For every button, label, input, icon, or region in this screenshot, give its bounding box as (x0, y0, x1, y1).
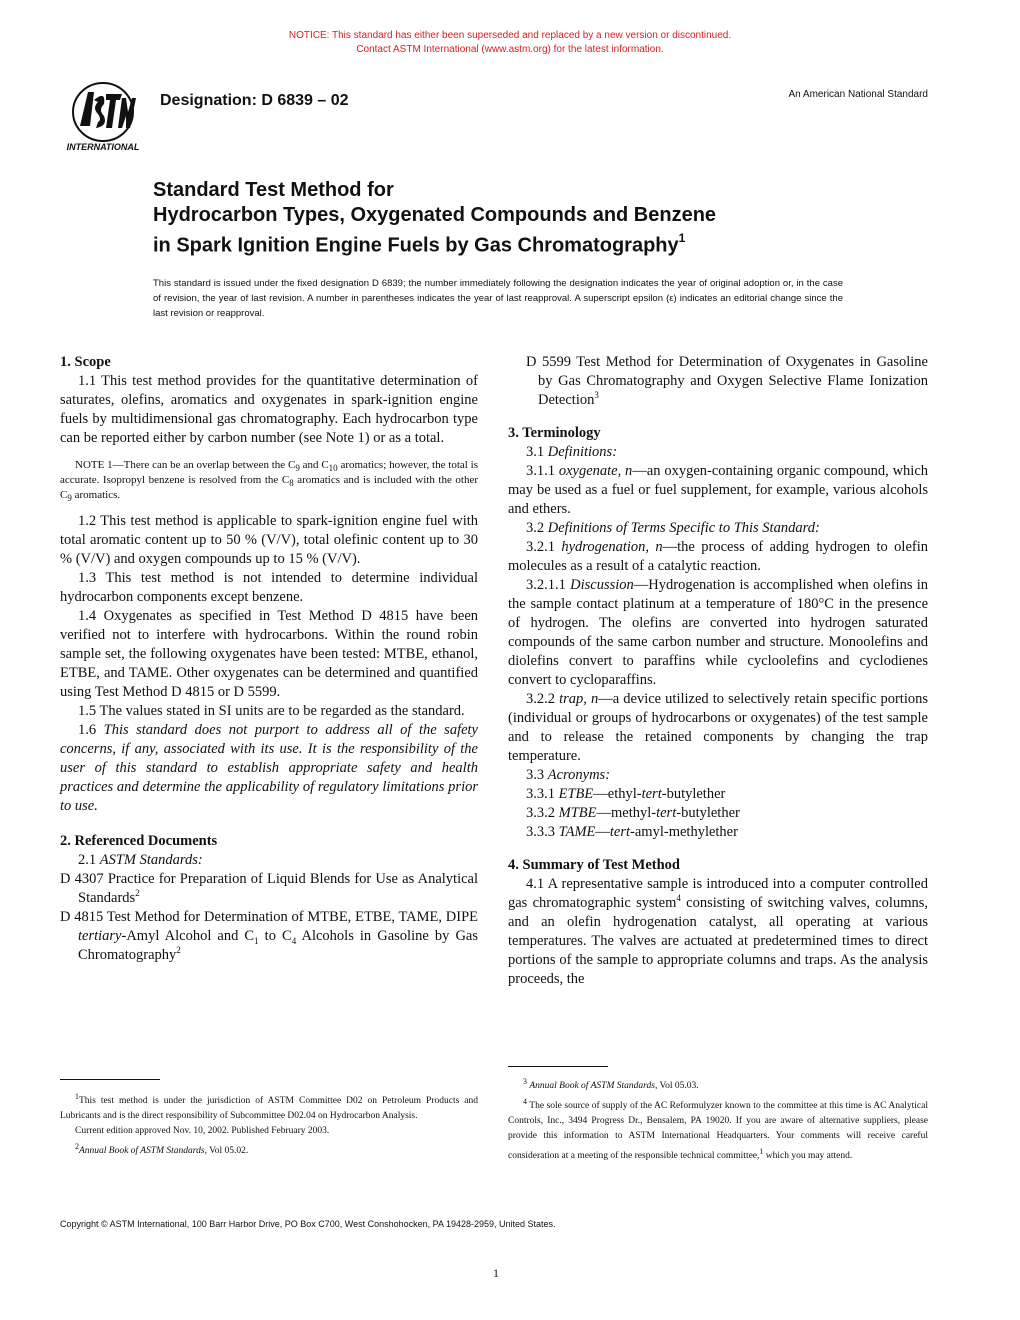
para-3-3 (508, 766, 928, 785)
para-3-3-2-term: MTBE (558, 805, 597, 821)
footnote-ref: 2 (176, 945, 181, 956)
para-3-2-2-text: —a device utilized to selectively retain specific portions (individual or groups of hydrocarbons or oxygenates) of the test sample and to release the retained components by changing the trap temperature. (508, 691, 929, 764)
left-column (60, 353, 478, 965)
para-2-1-number: 2.1 (78, 852, 100, 868)
page-number: 1 (493, 1266, 499, 1280)
para-3-2-1 (508, 538, 928, 576)
para-3-2-2-number: 3.2.2 (526, 691, 560, 707)
section-4-heading: 4. Summary of Test Method (508, 857, 680, 873)
footnote-4-text: which you may attend. (763, 1151, 853, 1162)
ref-d4815 (60, 908, 478, 965)
note-1-text-d: aromatics and is included with the other C (60, 474, 478, 501)
para-3-3-1-number: 3.3.1 (526, 786, 559, 802)
footnote-1-mark: 1 (75, 1092, 79, 1101)
para-4-1-text: 4.1 A representative sample is introduced into a computer controlled gas chromatographic system (508, 876, 928, 911)
title-line-3 (153, 228, 873, 259)
para-4-1-text: consisting of switching valves, columns, and an olefin hydrogenation catalyst, all operating at various temperatures. The valves are actuated at predetermined times to direct portions of the sample to appropriate columns and traps. As the analysis proceeds, the (508, 895, 929, 987)
section-3-heading: 3. Terminology (508, 425, 601, 441)
footnote-3-mark: 3 (523, 1077, 527, 1086)
footnote-3 (508, 1074, 928, 1094)
para-3-3-1-term: ETBE (558, 786, 594, 802)
footnote-ref: 2 (135, 888, 140, 899)
para-3-2-1-1-number: 3.2.1.1 (526, 577, 571, 593)
para-3-2-2 (508, 690, 928, 766)
american-national-standard: An American National Standard (788, 89, 928, 100)
title-line-2: Hydrocarbon Types, Oxygenated Compounds and Benzene (153, 204, 717, 226)
para-3-2-1-term: hydrogenation, n (561, 539, 663, 555)
right-column (508, 353, 928, 989)
note-1-sub: 8 (289, 478, 294, 489)
para-3-2-text: Definitions of Terms Specific to This Standard: (547, 520, 820, 536)
title-footnote-mark: 1 (678, 231, 686, 245)
note-1-sub: 9 (67, 493, 72, 504)
issuance-statement: This standard is issued under the fixed designation D 6839; the number immediately following the designation indicates the year of original adoption or, in the case of revision, the year of last revision. A number in parentheses indicates the year of last reapproval. A superscript epsilon (ε) indicates an editorial change since the last revision or reapproval. (153, 278, 843, 319)
footnote-ref: 3 (594, 390, 599, 401)
para-3-1-1-text: —an oxygen-containing organic compound, which may be used as a fuel or fuel supplement, for example, various alcohols and ethers. (508, 463, 929, 517)
para-3-3-3 (508, 823, 928, 842)
para-3-3-number: 3.3 (526, 767, 548, 783)
document-title (153, 178, 873, 259)
note-1-text-a: NOTE 1—There can be an overlap between the C (75, 459, 296, 471)
footnote-1-text: This test method is under the jurisdiction of ASTM Committee D02 on Petroleum Products and Lubricants and is the direct responsibility of Subcommittee D02.04 on Hydrocarbon Analysis. (60, 1096, 478, 1122)
para-1-5: 1.5 The values stated in SI units are to be regarded as the standard. (78, 703, 465, 719)
para-3-3-text: Acronyms: (547, 767, 611, 783)
note-1 (60, 458, 478, 503)
para-3-2 (508, 519, 928, 538)
para-1-2: 1.2 This test method is applicable to spark-ignition engine fuel with total aromatic content up to 50 % (V/V), total olefinic content up to 30 % (V/V) and oxygen compounds up to 15 % (V/V). (60, 513, 478, 567)
title-line-3-text: in Spark Ignition Engine Fuels by Gas Chromatography (153, 234, 679, 257)
para-3-3-2-italic: tert (656, 805, 677, 821)
para-3-2-1-1 (508, 576, 928, 690)
note-1-text-b: and C (299, 459, 329, 471)
ref-d5599-text: D 5599 Test Method for Determination of Oxygenates in Gasoline by Gas Chromatography and Oxygen Selective Flame Ionization Detection (526, 354, 928, 408)
para-3-1-1-number: 3.1.1 (526, 463, 559, 479)
para-3-2-number: 3.2 (526, 520, 548, 536)
footnote-2 (60, 1139, 478, 1159)
ref-d5599 (508, 353, 928, 410)
para-3-3-3-term: TAME (558, 824, 596, 840)
para-1-4: 1.4 Oxygenates as specified in Test Method D 4815 have been verified not to interfere with hydrocarbons. Within the round robin sample set, the following oxygenates have been tested: MTBE, ethanol, ETBE, and TAME. Other oxygenates can be determined and quantified using Test Method D 4815 or D 5599. (60, 608, 478, 700)
footnote-ref: 1 (759, 1147, 764, 1157)
footnote-1 (60, 1089, 478, 1124)
ref-d4815-sub: 4 (291, 935, 297, 946)
footnote-4-mark: 4 (523, 1097, 527, 1107)
para-2-1-text: ASTM Standards: (99, 852, 203, 868)
footnote-2-text: , Vol 05.02. (204, 1146, 249, 1157)
ref-d4815-text: Alcohols in Gasoline by Gas Chromatography (78, 928, 478, 963)
note-1-sub: 10 (328, 463, 338, 474)
para-4-1 (508, 875, 928, 989)
left-footnotes (60, 1089, 478, 1159)
footnote-4-text: The sole source of supply of the AC Reformulyzer known to the committee at this time is AC Analytical Controls, Inc., 3494 Progress Dr., Bensalem, PA 19020. If you are aware of alternative suppliers, please provide this information to ASTM International Headquarters. Your comments will receive careful consideration at a meeting of the responsible technical committee, (508, 1101, 928, 1162)
ref-d4815-text: to C (258, 928, 292, 944)
para-2-1 (60, 851, 478, 870)
ref-d4815-italic: tertiary (78, 928, 122, 944)
note-1-text-e: aromatics. (71, 489, 121, 501)
para-3-3-2-number: 3.3.2 (526, 805, 559, 821)
designation: Designation: D 6839 – 02 (160, 92, 349, 109)
para-3-1-number: 3.1 (526, 444, 548, 460)
para-3-3-2-text: —methyl- (596, 805, 657, 821)
ref-d4815-text: -Amyl Alcohol and C (121, 928, 255, 944)
para-3-1-1 (508, 462, 928, 519)
footnote-rule-left (60, 1079, 160, 1080)
para-3-2-1-text: —the process of adding hydrogen to olefin molecules as a result of a catalytic reaction. (508, 539, 928, 574)
para-3-3-3-text: -amyl-methylether (630, 824, 738, 840)
ref-d4307 (60, 870, 478, 908)
note-1-sub: 9 (295, 463, 300, 474)
footnote-3-text: , Vol 05.03. (654, 1081, 699, 1092)
para-1-6-text: This standard does not purport to address all of the safety concerns, if any, associated with its use. It is the responsibility of the user of this standard to establish appropriate safety and health practices and determine the applicability of regulatory limitations prior to use. (60, 722, 478, 814)
para-3-3-1-italic: tert (641, 786, 662, 802)
section-1-heading: 1. Scope (60, 354, 111, 370)
para-3-1-text: Definitions: (547, 444, 618, 460)
para-3-1 (508, 443, 928, 462)
para-3-3-1-text: —ethyl- (593, 786, 642, 802)
copyright: Copyright © ASTM International, 100 Barr Harbor Drive, PO Box C700, West Conshohocken, PA 19428-2959, United States. (60, 1219, 556, 1229)
para-3-3-3-italic: tert (609, 824, 631, 840)
footnote-4 (508, 1094, 928, 1164)
footnote-3-italic: Annual Book of ASTM Standards (529, 1081, 655, 1092)
ref-d4815-text: D 4815 Test Method for Determination of MTBE, ETBE, TAME, DIPE (60, 909, 478, 925)
para-3-3-3-text: — (595, 824, 610, 840)
para-1-1: 1.1 This test method provides for the quantitative determination of saturates, olefins, aromatics and oxygenates in spark-ignition engine fuels by multidimensional gas chromatography. Each hydrocarbon type can be reported either by carbon number (see Note 1) or as a total. (60, 373, 478, 446)
notice-line-1: NOTICE: This standard has either been superseded and replaced by a new version or discontinued. (288, 30, 732, 41)
para-3-2-1-1-term: Discussion (570, 577, 634, 593)
logo-text: INTERNATIONAL (66, 142, 140, 152)
ref-d4307-text: D 4307 Practice for Preparation of Liquid Blends for Use as Analytical Standards (60, 871, 478, 906)
para-3-3-1-text: -butylether (661, 786, 726, 802)
footnote-2-mark: 2 (75, 1142, 79, 1152)
para-3-1-1-term: oxygenate, n (558, 463, 633, 479)
astm-logo-icon (60, 80, 146, 154)
para-3-3-2-text: -butylether (676, 805, 740, 821)
note-1-text-c: aromatics; however, the total is accurate. Isopropyl benzene is resolved from the C (60, 459, 478, 486)
section-2-heading: 2. Referenced Documents (60, 833, 218, 849)
para-3-2-2-term: trap, n (559, 691, 599, 707)
para-1-6 (60, 721, 478, 816)
para-1-6-number: 1.6 (78, 722, 104, 738)
footnote-1-edition: Current edition approved Nov. 10, 2002. Published February 2003. (75, 1126, 330, 1137)
footnote-ref: 4 (676, 893, 681, 904)
footnote-2-italic: Annual Book of ASTM Standards (78, 1146, 205, 1157)
para-3-2-1-number: 3.2.1 (526, 539, 562, 555)
para-1-3: 1.3 This test method is not intended to determine individual hydrocarbon components except benzene. (60, 570, 478, 605)
right-footnotes (508, 1074, 928, 1164)
para-3-3-1 (508, 785, 928, 804)
notice-line-2: Contact ASTM International (www.astm.org) for the latest information. (356, 44, 664, 55)
para-3-2-1-1-text: —Hydrogenation is accomplished when olefins in the sample contact platinum at a temperature of 180°C in the presence of hydrogen. The olefins are converted into hydrogen saturated compounds of the same carbon number and structure. Monoolefins and diolefins convert to paraffins while cycloolefins and cyclodienes convert to cycloparaffins. (508, 577, 929, 688)
title-line-1: Standard Test Method for (153, 179, 394, 201)
para-3-3-2 (508, 804, 928, 823)
ref-d4815-sub: 1 (254, 935, 259, 946)
footnote-rule-right (508, 1066, 608, 1067)
para-3-3-3-number: 3.3.3 (526, 824, 559, 840)
supersede-notice (0, 29, 1020, 57)
